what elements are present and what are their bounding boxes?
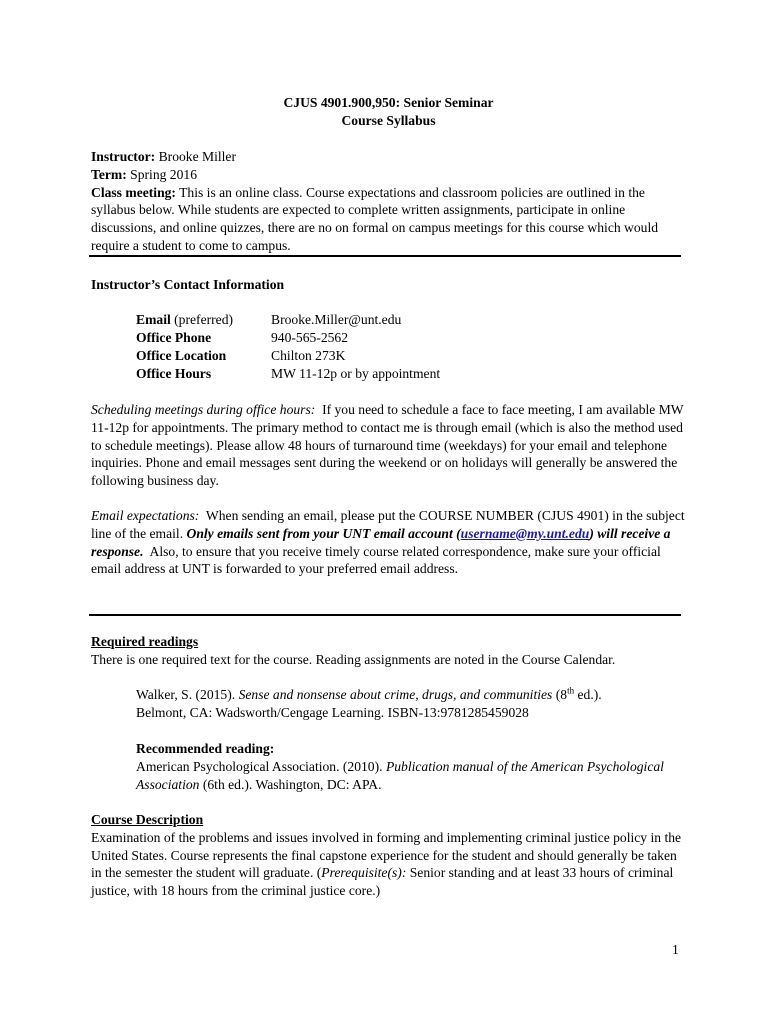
course-description-heading: Course Description bbox=[91, 812, 204, 827]
contact-row-location bbox=[136, 347, 440, 365]
email-expectations-lead: Email expectations: bbox=[91, 508, 200, 523]
book-title: Sense and nonsense about crime, drugs, and communities bbox=[238, 687, 553, 702]
prerequisite-label: Prerequisite(s): bbox=[321, 865, 407, 881]
contact-heading: Instructor’s Contact Information bbox=[91, 277, 285, 292]
hours-label: Office Hours bbox=[136, 366, 212, 381]
email-expectations-paragraph: Email expectations: When sending an email, please put the COURSE NUMBER (CJUS 4901) in the subject line of the email. Only emails sent from your UNT email account (username@my.unt.edu) will receive a response. Also, to ensure that you receive timely course related correspondence, make sure your official email address at UNT is forwarded to your preferred email address. bbox=[91, 508, 685, 577]
required-readings-intro: There is one required text for the course. Reading assignments are noted in the Course Calendar. bbox=[91, 651, 616, 667]
email-note: (preferred) bbox=[174, 312, 234, 327]
term-line bbox=[91, 166, 686, 184]
class-meeting-label: Class meeting: bbox=[91, 184, 176, 200]
email-label: Email bbox=[136, 312, 171, 327]
scheduling-text: If you need to schedule a face to face meeting, I am available MW 11-12p for appointments. The primary method to contact me is through email (which is also the method used to schedule meetings). Please allow 48 hours of turnaround time (weekdays) for your email and telephone inquiries. Phone and email messages sent during the weekend or on holidays will generally be answered the following business day. bbox=[91, 402, 684, 489]
course-description-section bbox=[91, 811, 686, 900]
phone-label: Office Phone bbox=[136, 330, 212, 345]
required-readings-heading: Required readings bbox=[91, 634, 199, 649]
course-info bbox=[91, 148, 686, 255]
contact-row-hours bbox=[136, 365, 440, 383]
section-divider bbox=[89, 614, 681, 616]
unt-email-link[interactable]: username@my.unt.edu bbox=[460, 525, 590, 541]
recommended-title: Publication manual of the American Psychological Association bbox=[136, 759, 664, 792]
recommended-heading: Recommended reading: bbox=[136, 741, 275, 756]
class-meeting-text: This is an online class. Course expectations and classroom policies are outlined in the syllabus below. While students are expected to complete written assignments, participate in online discussions, and online quizzes, there are no on formal on campus meetings for this course which would require a student to come to campus. bbox=[91, 184, 659, 253]
instructor-label: Instructor: bbox=[91, 149, 156, 164]
required-book-citation: Walker, S. (2015). Sense and nonsense about crime, drugs, and communities (8th ed.). Belmont, CA: Wadsworth/Cengage Learning. ISBN-13:9781285459028 bbox=[136, 685, 602, 720]
page-number: 1 bbox=[672, 942, 679, 957]
contact-table bbox=[136, 311, 440, 383]
class-meeting-paragraph bbox=[91, 184, 686, 255]
page-title bbox=[91, 94, 686, 130]
location-value: Chilton 273K bbox=[271, 348, 346, 363]
email-value: Brooke.Miller@unt.edu bbox=[271, 312, 402, 327]
contact-row-email bbox=[136, 311, 440, 329]
recommended-reading: Recommended reading: American Psychological Association. (2010). Publication manual of the American Psychological Association (6th ed.). Washington, DC: APA. bbox=[136, 741, 664, 792]
term-label: Term: bbox=[91, 166, 127, 182]
contact-row-phone bbox=[136, 329, 440, 347]
section-divider bbox=[89, 255, 681, 257]
location-label: Office Location bbox=[136, 348, 227, 363]
required-readings-section bbox=[91, 633, 686, 669]
title-line-2: Course Syllabus bbox=[341, 112, 436, 128]
scheduling-paragraph bbox=[91, 401, 686, 490]
hours-value: MW 11-12p or by appointment bbox=[271, 366, 441, 381]
term-value: Spring 2016 bbox=[130, 166, 197, 182]
scheduling-lead: Scheduling meetings during office hours: bbox=[91, 402, 316, 417]
phone-value: 940-565-2562 bbox=[271, 330, 349, 345]
title-line-1: CJUS 4901.900,950: Senior Seminar bbox=[283, 95, 494, 110]
course-description-text: Examination of the problems and issues involved in forming and implementing criminal justice policy in the United States. Course represents the final capstone experience for the student and should generally be taken in the semester the student will graduate. (Prerequisite(s): Senior standing and at least 33 hours of criminal justice, with 18 hours from the criminal justice core.) bbox=[91, 829, 682, 899]
instructor-name: Brooke Miller bbox=[158, 149, 236, 164]
instructor-line bbox=[91, 148, 686, 166]
